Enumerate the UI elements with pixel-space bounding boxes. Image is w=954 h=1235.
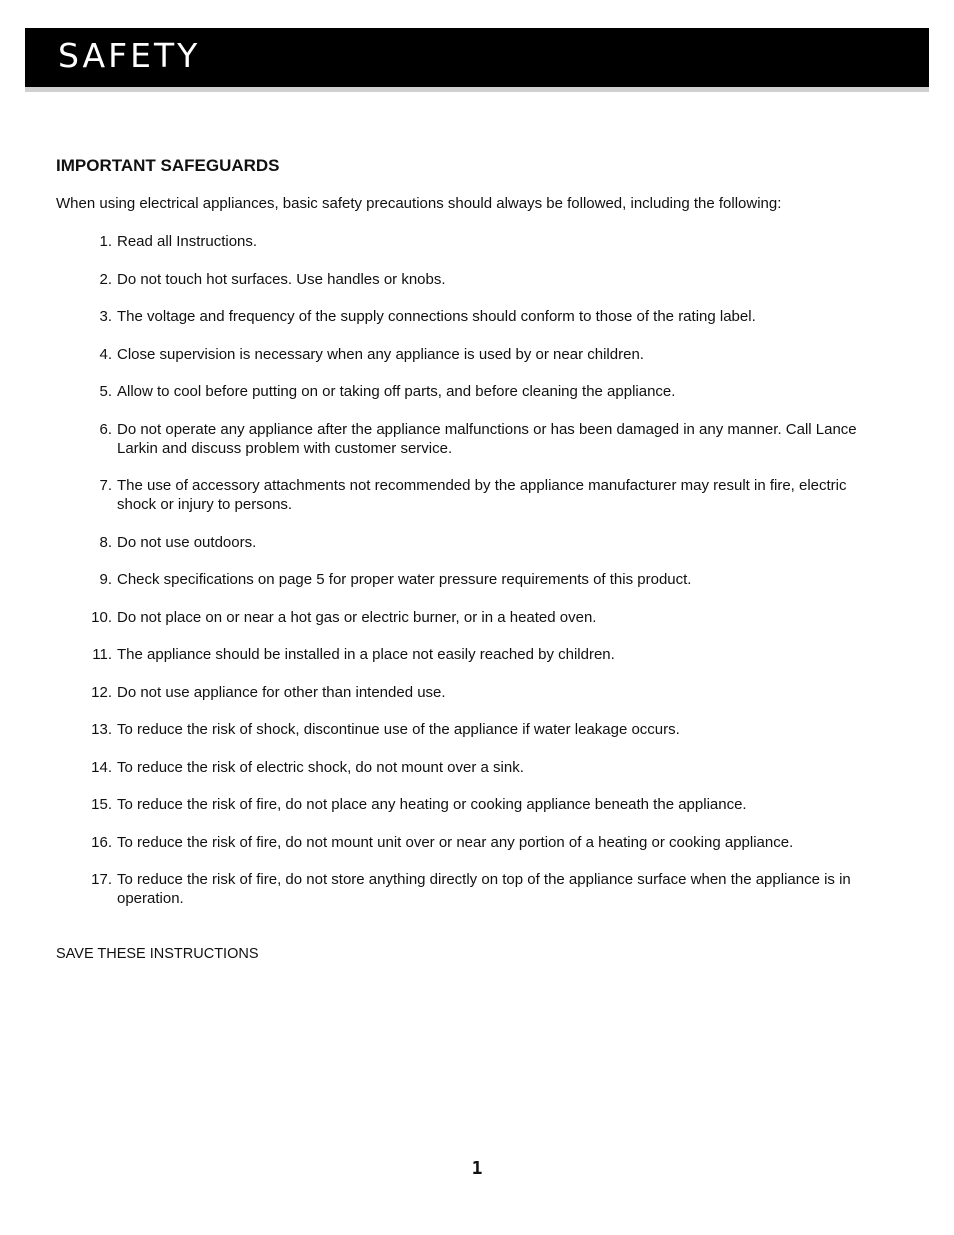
list-item: [56, 758, 876, 777]
list-item: [56, 645, 876, 664]
item-text: Do not operate any appliance after the appliance malfunctions or has been damaged in any manner. Call Lance Larkin and discuss problem with customer service.: [117, 420, 857, 457]
item-text: Do not use appliance for other than intended use.: [117, 683, 446, 701]
item-number: 15.: [91, 796, 112, 813]
list-item: [56, 476, 876, 514]
item-text: Do not place on or near a hot gas or electric burner, or in a heated oven.: [117, 608, 597, 626]
list-item: [56, 345, 876, 364]
item-text: Read all Instructions.: [117, 233, 258, 250]
item-number: 17.: [91, 871, 112, 888]
item-text: To reduce the risk of fire, do not place any heating or cooking appliance beneath the appliance.: [117, 796, 747, 813]
safeguards-list: [56, 232, 876, 908]
intro-paragraph: When using electrical appliances, basic safety precautions should always be followed, including the following:: [56, 195, 782, 212]
list-item: [56, 795, 876, 814]
list-item: [56, 420, 876, 458]
page-header: [25, 28, 929, 87]
list-item: [56, 608, 876, 627]
list-item: [56, 833, 876, 852]
item-number: 6.: [99, 420, 112, 438]
item-number: 3.: [99, 308, 112, 325]
item-number: 8.: [99, 533, 112, 551]
item-number: 13.: [91, 721, 112, 738]
item-number: 16.: [91, 833, 112, 851]
item-text: The voltage and frequency of the supply connections should conform to those of the rating label.: [117, 308, 756, 325]
item-text: To reduce the risk of electric shock, do not mount over a sink.: [117, 758, 524, 776]
list-item: [56, 232, 876, 251]
list-item: [56, 720, 876, 739]
list-item: [56, 533, 876, 552]
list-item: [56, 270, 876, 289]
item-number: 10.: [91, 608, 112, 626]
item-text: To reduce the risk of fire, do not store anything directly on top of the appliance surface when the appliance is in operation.: [117, 871, 851, 907]
item-number: 4.: [99, 345, 112, 363]
item-text: Do not touch hot surfaces. Use handles or knobs.: [117, 270, 446, 288]
list-item: [56, 382, 876, 401]
page-title: SAFETY: [58, 36, 201, 75]
item-text: Check specifications on page 5 for proper water pressure requirements of this product.: [117, 571, 692, 588]
safeguards-section: [56, 155, 876, 964]
item-text: Do not use outdoors.: [117, 533, 257, 551]
item-text: The appliance should be installed in a place not easily reached by children.: [117, 646, 615, 663]
list-item: [56, 307, 876, 326]
item-text: The use of accessory attachments not recommended by the appliance manufacturer may result in fire, electric shock or injury to persons.: [117, 477, 847, 513]
list-item: [56, 570, 876, 589]
save-instructions-note: SAVE THESE INSTRUCTIONS: [56, 946, 259, 962]
item-text: To reduce the risk of fire, do not mount unit over or near any portion of a heating or cooking appliance.: [117, 833, 794, 851]
item-number: 14.: [91, 758, 112, 776]
item-number: 12.: [91, 683, 112, 701]
list-item: [56, 683, 876, 702]
item-text: Allow to cool before putting on or taking off parts, and before cleaning the appliance.: [117, 383, 676, 400]
item-number: 9.: [99, 571, 112, 588]
list-item: [56, 870, 876, 908]
section-heading: IMPORTANT SAFEGUARDS: [56, 156, 280, 175]
item-text: To reduce the risk of shock, discontinue use of the appliance if water leakage occurs.: [117, 721, 680, 738]
header-divider: [25, 87, 929, 92]
item-number: 11.: [92, 646, 112, 663]
page-number: 1: [471, 1158, 483, 1179]
item-number: 5.: [99, 383, 112, 400]
item-number: 7.: [99, 477, 112, 494]
item-text: Close supervision is necessary when any appliance is used by or near children.: [117, 345, 644, 363]
item-number: 2.: [99, 270, 112, 288]
item-number: 1.: [99, 233, 112, 250]
